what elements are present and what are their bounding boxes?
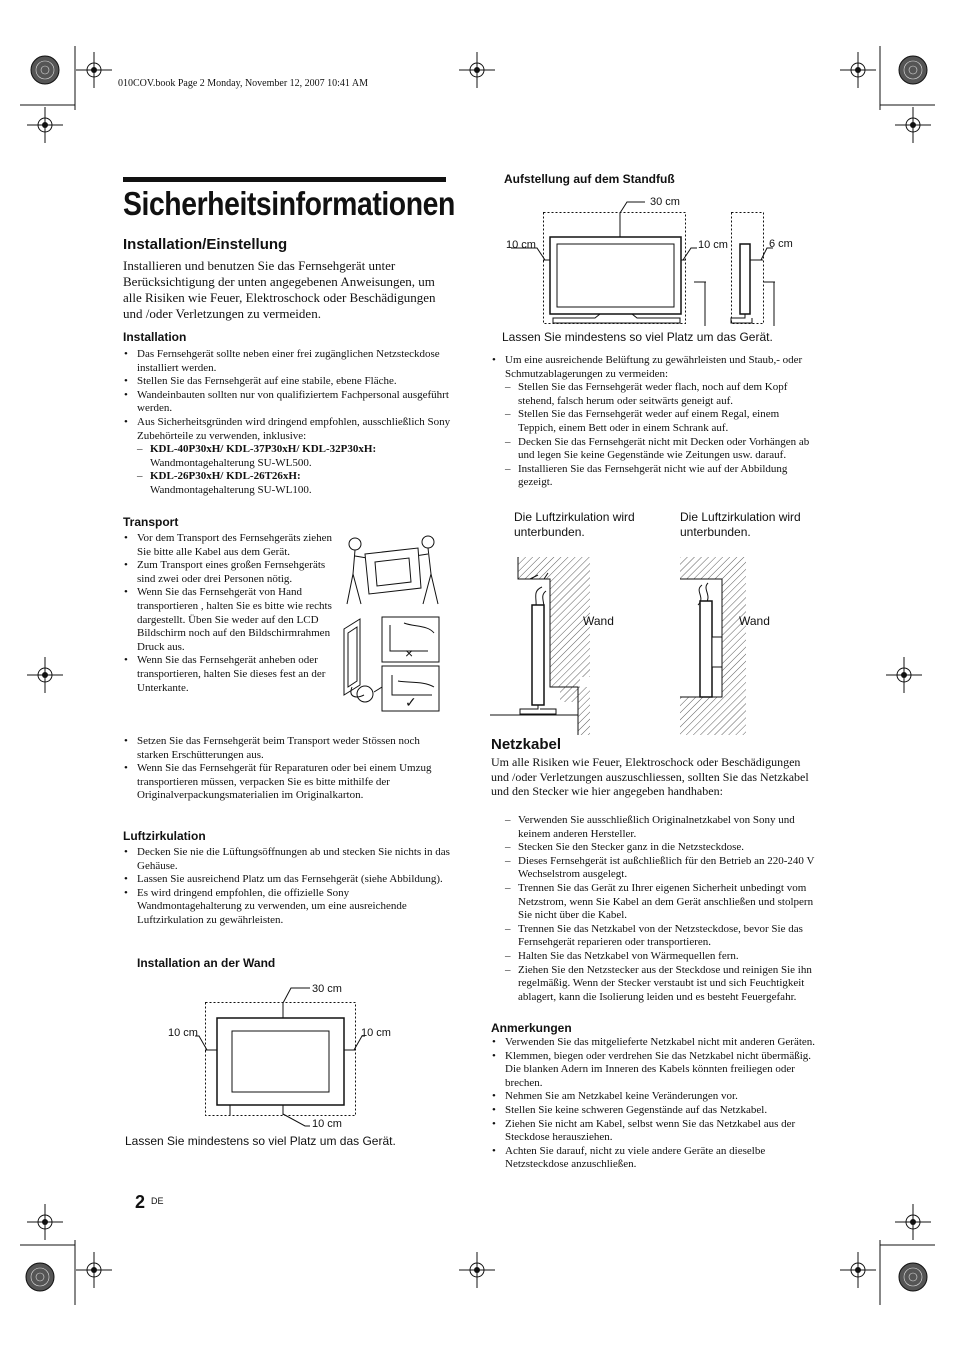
airflow-list [491,354,817,490]
wall-install-heading: Installation an der Wand [137,956,276,970]
stand-right-label: 10 cm [698,239,728,251]
list-item: – Decken Sie das Fernsehgerät nicht mit Decken oder Vorhängen ab und legen Sie keine Gegenstände wie Zeitungen usw. darauf. [505,436,817,463]
list-item: • Achten Sie darauf, nicht zu viele andere Geräte an dieselbe Netzsteckdose anzuschließen. [491,1145,817,1172]
model-item [137,470,453,497]
wall-clearance-diagram [205,998,365,1118]
list-item: • Wandeinbauten sollten nur von qualifiziertem Fachpersonal ausgeführt werden. [123,389,453,416]
wall-label-left: Wand [583,614,614,628]
transport-heading: Transport [123,515,179,529]
wall-label-right: Wand [739,614,770,628]
power-cord-list [505,814,817,1004]
stand-caption: Lassen Sie mindestens so viel Platz um das Gerät. [502,330,773,344]
right-mark-icon: ✓ [405,694,417,710]
ventilation-heading: Luftzirkulation [123,829,206,843]
airflow-blocked-right-diagram [680,557,760,735]
list-item: – Stecken Sie den Stecker ganz in die Netzsteckdose. [505,841,817,855]
installation-intro: Installieren und benutzen Sie das Fernsehgerät unter Berücksichtigung der unten angegebenen Anweisungen, um alle Risiken wie Feuer, Elektroschock oder Beschädigungen und /oder Verletzungen zu vermeiden. [123,258,436,321]
mount-name: Wandmontagehalterung SU-WL500. [150,456,312,469]
notes-heading: Anmerkungen [491,1021,572,1035]
transport-hold-illustration [338,615,443,720]
transport-list-narrow [123,532,335,695]
list-item: • Wenn Sie das Fernsehgerät für Reparaturen oder bei einem Umzug transportieren müssen, verpacken Sie es bitte mithilfe der Originalverpackungsmaterialien im Originalkarton. [123,762,453,803]
list-item: – Stellen Sie das Fernsehgerät weder flach, noch auf dem Kopf stehend, falsch herum oder seitwärts geneigt auf. [505,381,817,408]
page-language: DE [151,1196,164,1206]
wrong-mark-icon: × [405,645,414,661]
installation-heading: Installation [123,330,187,344]
list-item: – Ziehen Sie den Netzstecker aus der Steckdose und reinigen Sie ihn regelmäßig. Wenn der Stecker verstaubt ist und sich Feuchtigkeit ablagert, kann die Isolierung leiden und es besteht Feuergefahr. [505,964,817,1005]
list-item: • Wenn Sie das Fernsehgerät anheben oder transportieren, halten Sie dieses fest an der Unterkante. [123,654,335,695]
transport-carry-illustration [343,532,443,612]
stand-heading: Aufstellung auf dem Standfuß [504,172,675,186]
list-item: • Vor dem Transport des Fernsehgeräts ziehen Sie bitte alle Kabel aus dem Gerät. [123,532,335,559]
model-name: – KDL-40P30xH/ KDL-37P30xH/ KDL-32P30xH: [150,443,377,456]
list-item: – Installieren Sie das Fernsehgerät nicht wie auf der Abbildung gezeigt. [505,463,817,490]
list-item: • Das Fernsehgerät sollte neben einer frei zugänglichen Netzsteckdose installiert werden. [123,348,453,375]
list-item [491,354,817,490]
list-item: • Decken Sie nie die Lüftungsöffnungen ab und stecken Sie nichts in das Gehäuse. [123,846,453,873]
list-item [123,416,453,498]
stand-left-label: 10 cm [506,239,536,251]
list-item: – Stellen Sie das Fernsehgerät weder auf einem Regal, einem Teppich, einem Bett oder in einem Schrank auf. [505,408,817,435]
list-item: • Verwenden Sie das mitgelieferte Netzkabel nicht mit anderen Geräten. [491,1036,817,1050]
ventilation-list [123,846,453,928]
list-item: • Nehmen Sie am Netzkabel keine Veränderungen vor. [491,1090,817,1104]
model-list [137,443,453,497]
model-name: – KDL-26P30xH/ KDL-26T26xH: [150,470,301,483]
list-item-text: Aus Sicherheitsgründen wird dringend empfohlen, ausschließlich Sony Zubehörteile zu verwenden, inklusive: [137,415,451,442]
page-number: 2 [135,1192,146,1212]
list-item: • Klemmen, biegen oder verdrehen Sie das Netzkabel nicht übermäßig. Die blanken Adern im Inneren des Kabels könnten freiliegen oder brechen. [491,1050,817,1091]
stand-back-label: 6 cm [769,238,793,250]
list-item: • Es wird dringend empfohlen, die offizielle Sony Wandmontagehalterung zu verwenden, um eine ausreichende Luftzirkulation zu gewährleisten. [123,887,453,928]
list-item: • Lassen Sie ausreichend Platz um das Fernsehgerät (siehe Abbildung). [123,873,453,887]
installation-setup-heading: Installation/Einstellung [123,236,288,253]
list-item: – Trennen Sie das Netzkabel von der Netzsteckdose, bevor Sie das Fernsehgerät reparieren oder transportieren. [505,923,817,950]
airflow-left-caption: Die Luftzirkulation wird unterbunden. [514,510,635,539]
stand-top-label: 30 cm [650,196,680,208]
list-item: – Verwenden Sie ausschließlich Originalnetzkabel von Sony und keinem anderen Hersteller. [505,814,817,841]
model-item [137,443,453,470]
installation-list [123,348,453,498]
power-cord-heading: Netzkabel [491,736,562,753]
stand-clearance-diagram [505,200,805,330]
list-item: • Setzen Sie das Fernsehgerät beim Transport weder Stössen noch starken Erschütterungen aus. [123,735,453,762]
airflow-blocked-left-diagram [490,557,600,735]
title-rule [123,177,446,182]
wall-caption: Lassen Sie mindestens so viel Platz um das Gerät. [125,1134,396,1148]
list-item: – Trennen Sie das Gerät zu Ihrer eigenen Sicherheit unbedingt vom Netzstrom, wenn Sie Kabel an dem Gerät anschließen und stolpern Sie nicht über die Kabel. [505,882,817,923]
notes-list [491,1036,817,1172]
list-item: • Stellen Sie keine schweren Gegenstände auf das Netzkabel. [491,1104,817,1118]
mount-name: Wandmontagehalterung SU-WL100. [150,483,312,496]
list-item: • Wenn Sie das Fernsehgerät von Hand transportieren , halten Sie es bitte wie rechts dargestellt. Üben Sie weder auf den LCD Bildschirm noch auf den Bildschirmrahmen Druck aus. [123,586,335,654]
list-item: – Dieses Fernsehgerät ist außchließlich für den Betrieb an 220-240 V Wechselstrom ausgelegt. [505,855,817,882]
list-item-text: Um eine ausreichende Belüftung zu gewährleisten und Staub,- oder Schmutzablagerungen zu vermeiden: [505,354,803,380]
wall-bottom-label: 10 cm [312,1118,342,1130]
airflow-right-caption: Die Luftzirkulation wird unterbunden. [680,510,801,539]
wall-left-label: 10 cm [168,1027,198,1039]
file-info: 010COV.book Page 2 Monday, November 12, 2007 10:41 AM [118,78,368,89]
wall-right-label: 10 cm [361,1027,391,1039]
transport-list-wide [123,735,453,803]
list-item: • Stellen Sie das Fernsehgerät auf eine stabile, ebene Fläche. [123,375,453,389]
airflow-dash-list [505,381,817,490]
list-item: • Zum Transport eines großen Fernsehgeräts sind zwei oder drei Personen nötig. [123,559,335,586]
page-title: Sicherheitsinformationen [123,185,455,222]
list-item: • Ziehen Sie nicht am Kabel, selbst wenn Sie das Netzkabel aus der Steckdose herausziehen. [491,1118,817,1145]
list-item: – Halten Sie das Netzkabel von Wärmequellen fern. [505,950,817,964]
wall-top-label: 30 cm [312,983,342,995]
power-cord-intro: Um alle Risiken wie Feuer, Elektroschock oder Beschädigungen und /oder Verletzungen auszuschliessen, sollten Sie das Netzkabel und den Stecker wie hier angegeben handhaben: [491,755,809,798]
